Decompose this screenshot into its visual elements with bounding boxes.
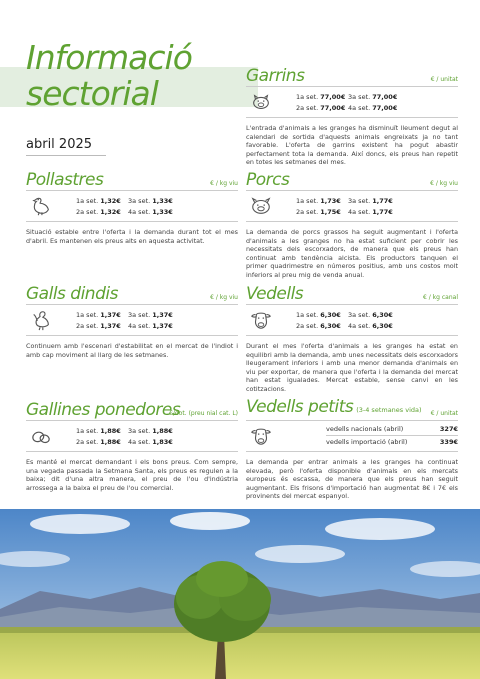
price-week-3: 3a set. 77,00€ bbox=[348, 93, 398, 101]
unit-label: € / kg viu bbox=[430, 180, 458, 187]
weekly-prices bbox=[296, 196, 400, 218]
section-subtitle: (3-4 setmanes vida) bbox=[356, 406, 422, 414]
price-week-2: 2a set. 1,75€ bbox=[296, 208, 341, 216]
weekly-prices bbox=[76, 426, 180, 448]
section-garrins bbox=[246, 64, 458, 167]
section-title-text: Vedells petits bbox=[246, 397, 354, 417]
table-row bbox=[326, 423, 458, 436]
price-week-2: 2a set. 6,30€ bbox=[296, 322, 341, 330]
section-title: Vedells bbox=[246, 284, 304, 304]
eggs-icon bbox=[30, 425, 52, 447]
price-week-3: 3a set. 1,33€ bbox=[128, 197, 173, 205]
section-vedells bbox=[246, 282, 458, 394]
table-row bbox=[326, 436, 458, 448]
price-week-2: 2a set. 77,00€ bbox=[296, 104, 346, 112]
section-title: Garrins bbox=[246, 66, 305, 86]
row-label: vedells importació (abril) bbox=[326, 438, 408, 446]
row-value: 327€ bbox=[439, 425, 458, 433]
price-week-4: 4a set. 6,30€ bbox=[348, 322, 393, 330]
price-week-4: 4a set. 1,83€ bbox=[128, 438, 173, 446]
price-row bbox=[26, 191, 238, 222]
weekly-prices bbox=[296, 92, 400, 114]
unit-label: € / kg canal bbox=[423, 294, 458, 301]
price-week-3: 3a set. 1,77€ bbox=[348, 197, 393, 205]
small-calf-icon bbox=[250, 425, 272, 447]
price-week-4: 4a set. 1,77€ bbox=[348, 208, 393, 216]
unit-label: € / kg viu bbox=[210, 180, 238, 187]
chicken-icon bbox=[30, 195, 52, 217]
title-line-2: sectorial bbox=[26, 74, 158, 113]
section-header bbox=[26, 398, 238, 421]
price-week-2: 2a set. 1,88€ bbox=[76, 438, 121, 446]
weekly-prices bbox=[296, 310, 400, 332]
section-text: Situació estable entre l'oferta i la demanda durant tot el mes d'abril. Es mantenen els preus alts en aquesta activitat. bbox=[26, 228, 238, 245]
weekly-prices bbox=[76, 310, 180, 332]
section-header bbox=[246, 168, 458, 191]
price-row bbox=[26, 305, 238, 336]
section-title: Porcs bbox=[246, 170, 290, 190]
price-week-1: 1a set. 6,30€ bbox=[296, 311, 341, 319]
price-week-1: 1a set. 1,88€ bbox=[76, 427, 121, 435]
price-row bbox=[246, 305, 458, 336]
section-header bbox=[246, 64, 458, 87]
price-week-4: 4a set. 1,33€ bbox=[128, 208, 173, 216]
section-header bbox=[26, 168, 238, 191]
section-title: Pollastres bbox=[26, 170, 104, 190]
section-text: Continuem amb l'escenari d'estabilitat en el mercat de l'indiot i amb cap moviment al llarg de les setmanes. bbox=[26, 342, 238, 359]
unit-label: € / unitat bbox=[430, 410, 458, 417]
pig-icon bbox=[250, 195, 272, 217]
section-title: Galls dindis bbox=[26, 284, 118, 304]
unit-label: € / unitat bbox=[430, 76, 458, 83]
section-text: Durant el mes l'oferta d'animals a les granges ha estat en equilibri amb la demanda, amb unes necessitats dels escorxadors lleugerament inferiors i amb una menor demanda d'animals en viu per exportar, de manera que l'oferta i la demanda del mercat han estat igualades. Mercat estable, sense canvi en les cotitzacions. bbox=[246, 342, 458, 393]
price-row bbox=[246, 87, 458, 118]
row-value: 339€ bbox=[439, 438, 458, 446]
section-header bbox=[26, 282, 238, 305]
section-pollastres bbox=[26, 168, 238, 245]
price-week-3: 3a set. 6,30€ bbox=[348, 311, 393, 319]
unit-label: € / kg viu bbox=[210, 294, 238, 301]
turkey-icon bbox=[30, 309, 52, 331]
section-text: L'entrada d'animals a les granges ha disminuït lleument degut al calendari de sortida d'aquests animals engreixats ja no tant favorable. L'oferta de garrins existent ha pogut abastir perfectament tota la demanda. Així doncs, els preus han repetit en totes les setmanes del mes. bbox=[246, 124, 458, 167]
price-week-2: 2a set. 1,37€ bbox=[76, 322, 121, 330]
weekly-prices bbox=[76, 196, 180, 218]
landscape-photo bbox=[0, 509, 480, 679]
price-row bbox=[26, 421, 238, 452]
price-week-3: 3a set. 1,88€ bbox=[128, 427, 173, 435]
section-header bbox=[246, 282, 458, 305]
section-title: Gallines ponedores bbox=[26, 400, 181, 420]
price-week-4: 4a set. 77,00€ bbox=[348, 104, 398, 112]
price-row bbox=[246, 421, 458, 452]
price-table bbox=[326, 423, 458, 448]
section-gallines-ponedores bbox=[26, 398, 238, 492]
issue-date: abril 2025 bbox=[26, 137, 93, 152]
section-text: La demanda de porcs grassos ha seguit augmentant i l'oferta d'animals a les granges no ha estat suficient per cobrir les necessitats dels escorxadors, de manera que els preus han continuat amb tendència alcista. Els productors tanquen el primer quadrimestre en números positius, amb uns costos molt inferiors al preu mig de venda anual. bbox=[246, 228, 458, 279]
price-week-1: 1a set. 1,73€ bbox=[296, 197, 341, 205]
price-week-2: 2a set. 1,32€ bbox=[76, 208, 121, 216]
section-header bbox=[246, 398, 458, 421]
piglet-icon bbox=[250, 91, 272, 113]
section-porcs bbox=[246, 168, 458, 280]
section-title bbox=[246, 397, 422, 420]
price-week-3: 3a set. 1,37€ bbox=[128, 311, 173, 319]
title-line-1: Informació bbox=[26, 38, 192, 77]
section-galls-dindis bbox=[26, 282, 238, 359]
page-title bbox=[26, 40, 192, 112]
calf-icon bbox=[250, 309, 272, 331]
section-vedells-petits bbox=[246, 398, 458, 501]
row-label: vedells nacionals (abril) bbox=[326, 425, 404, 433]
price-week-1: 1a set. 77,00€ bbox=[296, 93, 346, 101]
price-week-1: 1a set. 1,37€ bbox=[76, 311, 121, 319]
price-week-1: 1a set. 1,32€ bbox=[76, 197, 121, 205]
section-text: Es manté el mercat demandant i els bons preus. Com sempre, una vegada passada la Setmana Santa, els preus es regulen a la baixa; dit d'una altra manera, el preu de l'ou d'indústria arrossega a la baixa el preu de l'ou comercial. bbox=[26, 458, 238, 492]
price-row bbox=[246, 191, 458, 222]
unit-label: €/dot. (preu nial cat. L) bbox=[169, 410, 238, 417]
date-rule bbox=[26, 155, 106, 156]
section-text: La demanda per entrar animals a les granges ha continuat elevada, però l'oferta disponible d'animals en els mercats europeus és escassa, de manera que els preus han seguit augmentant. Els frisons d'importació han augmentat 8€ i 7€ els provinents del mercat espanyol. bbox=[246, 458, 458, 501]
price-week-4: 4a set. 1,37€ bbox=[128, 322, 173, 330]
